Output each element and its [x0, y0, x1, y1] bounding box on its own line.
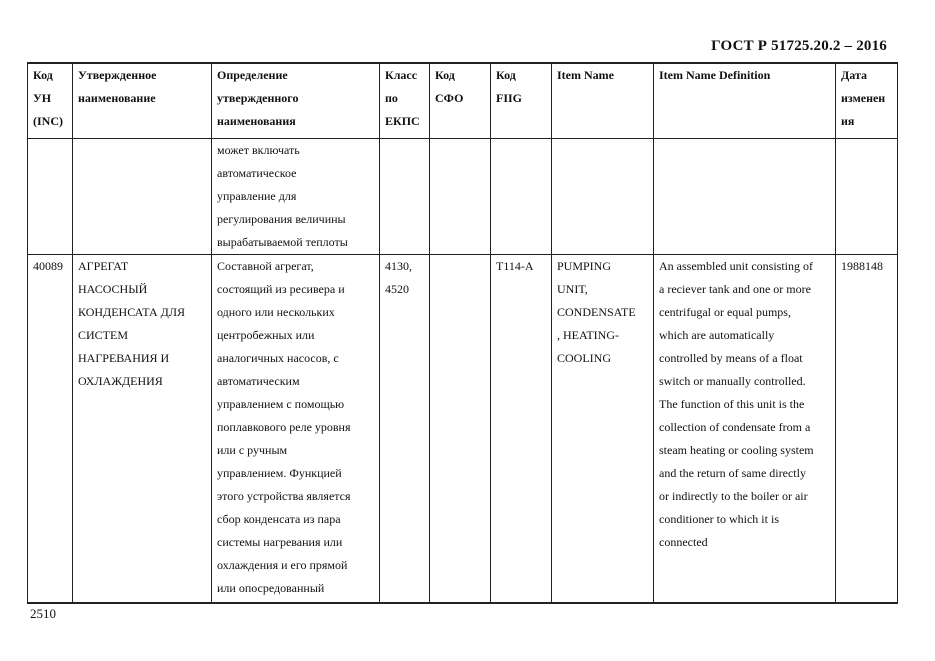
cell-line: centrifugal or equal pumps,: [659, 304, 791, 319]
cell-line: UNIT,: [557, 281, 588, 296]
table-row: [28, 138, 898, 254]
header-line: FIIG: [496, 91, 523, 105]
cell-line: Составной агрегат,: [217, 258, 314, 273]
header-line: ЕКПС: [385, 114, 420, 128]
header-line: наименование: [78, 91, 156, 105]
cell-line: СИСТЕМ: [78, 327, 129, 342]
col-header-class: [380, 63, 430, 138]
cell-line: может включать: [217, 142, 300, 157]
cell-line: состоящий из ресивера и: [217, 281, 345, 296]
header-line: Код: [435, 68, 455, 82]
cell-line: COOLING: [557, 350, 611, 365]
cell-line: центробежных или: [217, 327, 315, 342]
header-line: Item Name Definition: [659, 68, 771, 82]
col-header-date: [836, 63, 898, 138]
cell-line: аналогичных насосов, с: [217, 350, 339, 365]
item-definition-cell: [654, 138, 836, 254]
cell-line: управлением с помощью: [217, 396, 345, 411]
cell-line: a reciever tank and one or more: [659, 281, 811, 296]
col-header-inc: [28, 63, 73, 138]
cell-line: and the return of same directly: [659, 465, 806, 480]
cell-line: или с ручным: [217, 442, 288, 457]
cell-line: steam heating or cooling system: [659, 442, 814, 457]
col-header-definition: [212, 63, 380, 138]
col-header-name: [73, 63, 212, 138]
definition-cell: [212, 254, 380, 603]
cell-line: conditioner to which it is: [659, 511, 779, 526]
cell-line: поплавкового реле уровня: [217, 419, 351, 434]
inc-cell: [28, 254, 73, 603]
col-header-item-name: [552, 63, 654, 138]
header-line: изменен: [841, 91, 886, 105]
sfo-cell: [430, 254, 491, 603]
header-line: по: [385, 91, 398, 105]
col-header-sfo: [430, 63, 491, 138]
header-line: Класс: [385, 68, 418, 82]
cell-line: An assembled unit consisting of: [659, 258, 813, 273]
standard-header: ГОСТ Р 51725.20.2 – 2016: [711, 38, 887, 54]
cell-line: ОХЛАЖДЕНИЯ: [78, 373, 163, 388]
name-cell: [73, 254, 212, 603]
cell-line: НАГРЕВАНИЯ И: [78, 350, 170, 365]
definition-cell: [212, 138, 380, 254]
cell-line: The function of this unit is the: [659, 396, 805, 411]
page-number: 2510: [30, 606, 56, 621]
col-header-fiig: [491, 63, 552, 138]
cell-line: 40089: [33, 258, 63, 273]
inc-cell: [28, 138, 73, 254]
cell-line: 1988148: [841, 258, 883, 273]
header-line: Код: [33, 68, 53, 82]
class-cell: [380, 138, 430, 254]
item-name-cell: [552, 254, 654, 603]
header-line: Item Name: [557, 68, 614, 82]
header-line: УН: [33, 91, 52, 105]
header-line: утвержденного: [217, 91, 299, 105]
cell-line: автоматическое: [217, 165, 297, 180]
col-header-item-definition: [654, 63, 836, 138]
header-line: (INC): [33, 114, 63, 128]
cell-line: АГРЕГАТ: [78, 258, 129, 273]
data-table: [27, 62, 898, 604]
cell-line: 4130,: [385, 258, 412, 273]
cell-line: CONDENSATE: [557, 304, 636, 319]
cell-line: КОНДЕНСАТА ДЛЯ: [78, 304, 185, 319]
header-line: Утвержденное: [78, 68, 157, 82]
cell-line: или опосредованный: [217, 580, 325, 595]
header-line: Дата: [841, 68, 867, 82]
class-cell: [380, 254, 430, 603]
cell-line: НАСОСНЫЙ: [78, 281, 148, 296]
cell-line: вырабатываемой теплоты: [217, 234, 348, 249]
cell-line: управлением. Функцией: [217, 465, 342, 480]
cell-line: этого устройства является: [217, 488, 351, 503]
sfo-cell: [430, 138, 491, 254]
header-line: наименования: [217, 114, 296, 128]
header-line: Код: [496, 68, 516, 82]
cell-line: PUMPING: [557, 258, 612, 273]
cell-line: одного или нескольких: [217, 304, 335, 319]
header-row: [28, 63, 898, 138]
header-line: Определение: [217, 68, 288, 82]
fiig-cell: [491, 254, 552, 603]
cell-line: автоматическим: [217, 373, 300, 388]
cell-line: , HEATING-: [557, 327, 619, 342]
item-name-cell: [552, 138, 654, 254]
date-cell: [836, 254, 898, 603]
cell-line: 4520: [385, 281, 409, 296]
cell-line: сбор конденсата из пара: [217, 511, 341, 526]
fiig-cell: [491, 138, 552, 254]
table-row: [28, 254, 898, 603]
cell-line: охлаждения и его прямой: [217, 557, 348, 572]
cell-line: or indirectly to the boiler or air: [659, 488, 808, 503]
header-line: ия: [841, 114, 855, 128]
name-cell: [73, 138, 212, 254]
cell-line: connected: [659, 534, 708, 549]
item-definition-cell: [654, 254, 836, 603]
cell-line: регулирования величины: [217, 211, 346, 226]
date-cell: [836, 138, 898, 254]
cell-line: управление для: [217, 188, 297, 203]
cell-line: collection of condensate from a: [659, 419, 811, 434]
cell-line: controlled by means of a float: [659, 350, 803, 365]
cell-line: switch or manually controlled.: [659, 373, 806, 388]
cell-line: системы нагревания или: [217, 534, 343, 549]
header-line: СФО: [435, 91, 464, 105]
cell-line: T114-A: [496, 258, 534, 273]
cell-line: which are automatically: [659, 327, 775, 342]
